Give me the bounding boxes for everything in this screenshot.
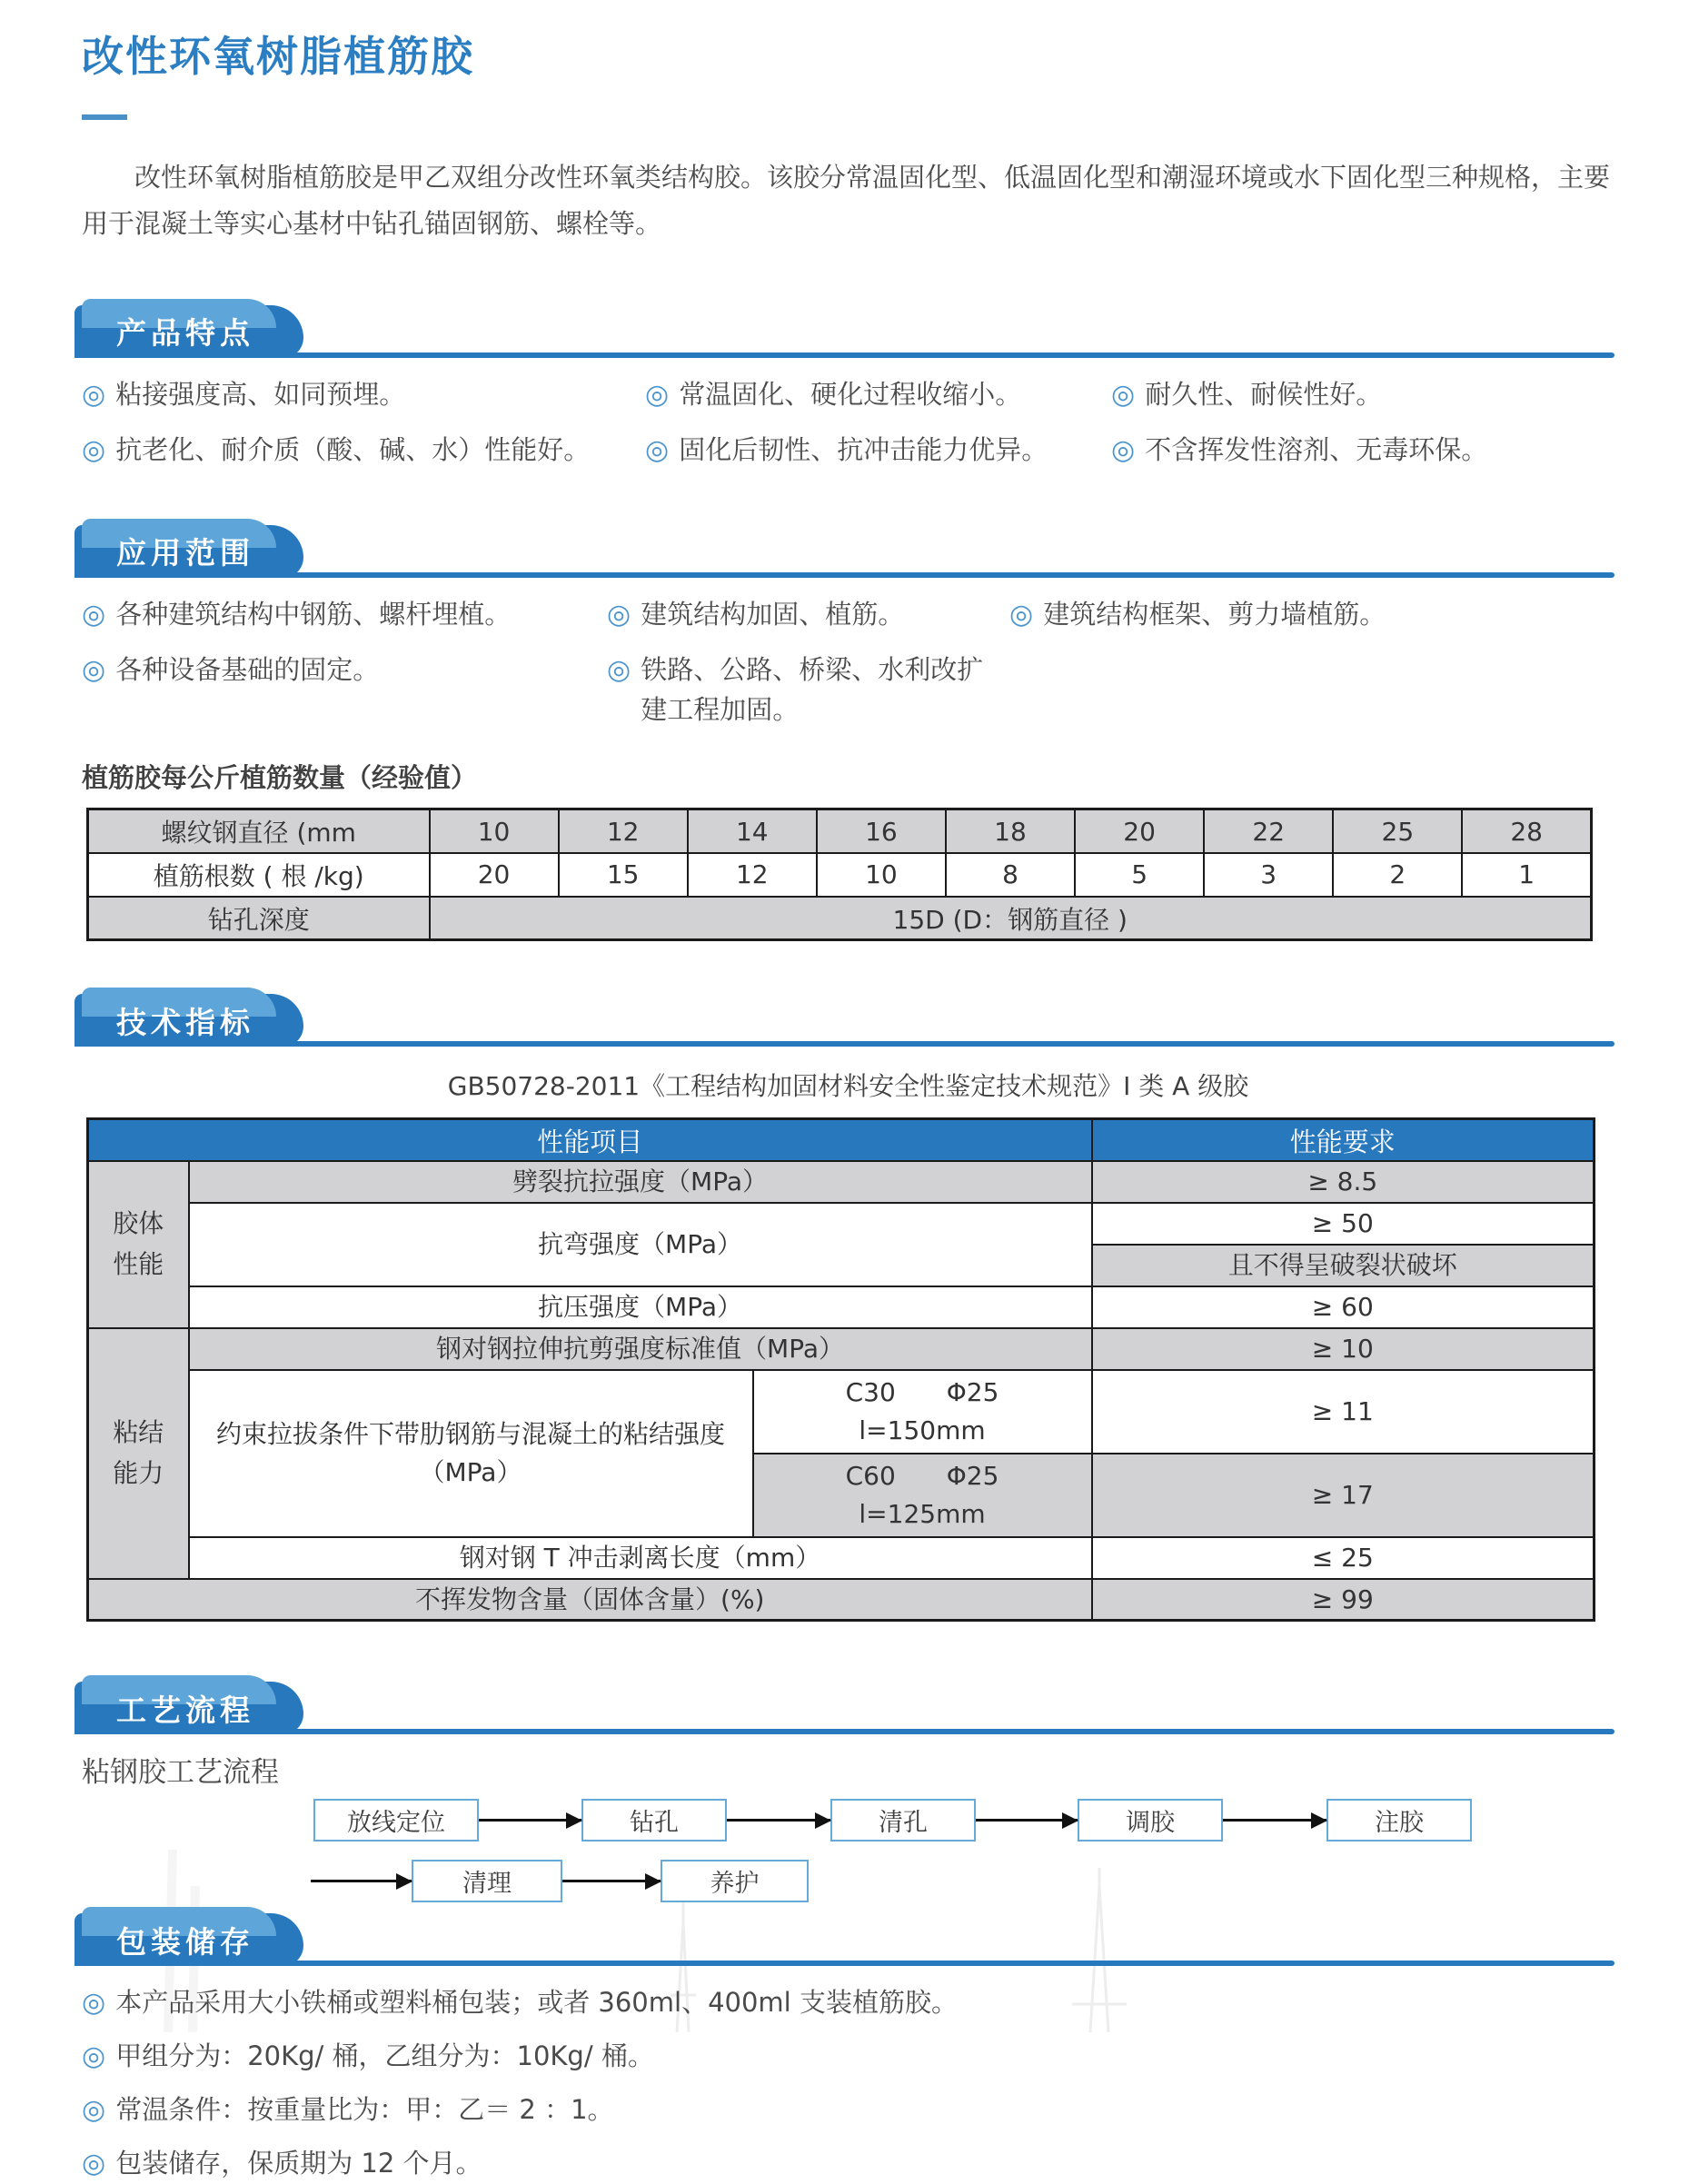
- bullet-ring-icon: ◎: [82, 653, 106, 686]
- spec-req-cell: ≥ 11: [1092, 1370, 1595, 1454]
- table-cell: 20: [1075, 809, 1204, 853]
- section-header-packaging: [75, 1908, 1614, 1966]
- table-cell: 12: [559, 809, 688, 853]
- title-accent-dash: [82, 114, 127, 120]
- section-badge-process: 工艺流程: [75, 1682, 303, 1734]
- list-item: [82, 2036, 1614, 2077]
- document-page: [0, 24, 1689, 2184]
- spec-req-cell: ≥ 17: [1092, 1454, 1595, 1537]
- list-item-text: 抗老化、耐介质（酸、碱、水）性能好。: [115, 433, 591, 465]
- list-item: [82, 2143, 1614, 2184]
- list-item-text: 粘接强度高、如同预埋。: [115, 378, 406, 410]
- arrow-right-icon: [1223, 1819, 1326, 1822]
- table-row: [88, 1286, 1595, 1328]
- arrow-right-icon: [562, 1880, 661, 1882]
- column-header-item: 性能项目: [88, 1119, 1092, 1161]
- spec-req-cell: ≥ 99: [1092, 1579, 1595, 1621]
- list-item-text: 铁路、公路、桥梁、水利改扩建工程加固。: [641, 653, 984, 726]
- bond-label-line1: 约束拉拔条件下带肋钢筋与混凝土的粘结强度: [215, 1418, 725, 1449]
- section-underline: [75, 1729, 1614, 1734]
- bullet-ring-icon: ◎: [607, 653, 631, 686]
- bond-condition-cell: [753, 1454, 1092, 1537]
- spec-item-cell: 抗压强度（MPa）: [189, 1286, 1092, 1328]
- section-badge-applications: 应用范围: [75, 525, 303, 578]
- bullet-ring-icon: ◎: [607, 598, 631, 630]
- bullet-ring-icon: ◎: [1009, 598, 1034, 630]
- section-underline: [75, 1961, 1614, 1966]
- table-cell: 16: [817, 809, 946, 853]
- section-badge-packaging: 包装储存: [75, 1913, 303, 1966]
- rebar-table-title: 植筋胶每公斤植筋数量（经验值）: [82, 762, 478, 794]
- table-row: [88, 853, 1592, 897]
- list-item-text: 常温固化、硬化过程收缩小。: [679, 378, 1022, 410]
- rebar-count-table: [86, 808, 1593, 941]
- spec-item-cell: 钢对钢拉伸抗剪强度标准值（MPa）: [189, 1328, 1092, 1370]
- list-item: [82, 2090, 1614, 2130]
- section-header-applications: [75, 520, 1614, 578]
- list-item: [82, 594, 607, 635]
- table-cell: 22: [1204, 809, 1333, 853]
- process-subtitle: 粘钢胶工艺流程: [82, 1756, 279, 1790]
- list-item: [82, 650, 607, 731]
- table-row: [88, 1161, 1595, 1203]
- section-header-specs: [75, 988, 1614, 1047]
- applications-list: [82, 594, 1614, 731]
- list-item-text: 固化后韧性、抗冲击能力优异。: [679, 433, 1048, 465]
- group-label-cell: [88, 1328, 189, 1579]
- table-header-row: [88, 1119, 1595, 1161]
- list-item: [607, 594, 1009, 635]
- table-row: [88, 1203, 1595, 1245]
- table-cell: 2: [1333, 853, 1462, 897]
- table-cell: 15D (D：钢筋直径 ): [430, 897, 1592, 940]
- bond-c30-spec: C30 Φ25: [845, 1376, 999, 1407]
- group-label-cell: [88, 1161, 189, 1328]
- list-item-text: 建筑结构加固、植筋。: [641, 598, 905, 630]
- flow-step: 清孔: [830, 1799, 976, 1842]
- process-flow-row-2: [311, 1860, 1614, 1902]
- bond-c30-length: l=150mm: [859, 1415, 986, 1445]
- table-row: [88, 1370, 1595, 1454]
- technical-spec-table: [86, 1117, 1595, 1622]
- list-item: [607, 650, 1009, 731]
- bond-label-line2: （MPa）: [419, 1456, 522, 1487]
- section-badge-specs: 技术指标: [75, 994, 303, 1047]
- intro-paragraph: 改性环氧树脂植筋胶是甲乙双组分改性环氧类结构胶。该胶分常温固化型、低温固化型和潮湿环境或水下固化型三种规格，主要用于混凝土等实心基材中钻孔锚固钢筋、螺栓等。: [82, 162, 1611, 239]
- spec-item-cell: 钢对钢 T 冲击剥离长度（mm）: [189, 1537, 1092, 1579]
- table-cell: 25: [1333, 809, 1462, 853]
- arrow-right-icon: [976, 1819, 1078, 1822]
- arrow-right-icon: [311, 1880, 412, 1882]
- list-item: [1009, 594, 1614, 635]
- list-item: [82, 430, 645, 471]
- table-row: [88, 897, 1592, 940]
- bullet-ring-icon: ◎: [82, 433, 106, 466]
- bullet-ring-icon: ◎: [82, 2148, 106, 2180]
- flow-step: 钻孔: [581, 1799, 727, 1842]
- list-item-text: 建筑结构框架、剪力墙植筋。: [1043, 598, 1386, 630]
- list-item: [82, 374, 645, 415]
- flow-step: 注胶: [1326, 1799, 1472, 1842]
- list-item-text: 耐久性、耐候性好。: [1145, 378, 1383, 410]
- page-title: 改性环氧树脂植筋胶: [82, 32, 474, 81]
- bond-c60-length: l=125mm: [859, 1498, 986, 1529]
- group-label: 粘结能力: [113, 1417, 164, 1488]
- spec-req-cell: ≥ 60: [1092, 1286, 1595, 1328]
- list-item-text: 常温条件：按重量比为：甲：乙＝ 2 ：1。: [115, 2094, 614, 2126]
- flow-step: 清理: [412, 1860, 562, 1902]
- bullet-ring-icon: ◎: [645, 378, 670, 411]
- list-item-text: 各种建筑结构中钢筋、螺杆埋植。: [115, 598, 512, 630]
- list-item-text: 包装储存，保质期为 12 个月。: [115, 2148, 482, 2179]
- table-cell: 28: [1462, 809, 1591, 853]
- section-underline: [75, 352, 1614, 358]
- table-row: [88, 809, 1592, 853]
- bullet-ring-icon: ◎: [82, 378, 106, 411]
- spec-req-cell: ≥ 10: [1092, 1328, 1595, 1370]
- spec-item-cell: 抗弯强度（MPa）: [189, 1203, 1092, 1286]
- bullet-ring-icon: ◎: [645, 433, 670, 466]
- column-header-requirement: 性能要求: [1092, 1119, 1595, 1161]
- spec-item-cell: [189, 1370, 753, 1537]
- list-item-text: 不含挥发性溶剂、无毒环保。: [1145, 433, 1488, 465]
- flow-step: 养护: [661, 1860, 809, 1902]
- process-flow-row-1: [313, 1799, 1614, 1842]
- list-item: [1111, 374, 1614, 415]
- bullet-ring-icon: ◎: [82, 2094, 106, 2127]
- spec-req-cell: ≥ 8.5: [1092, 1161, 1595, 1203]
- spec-req-note-cell: 且不得呈破裂状破坏: [1092, 1245, 1595, 1286]
- list-item: [645, 374, 1111, 415]
- table-cell: 5: [1075, 853, 1204, 897]
- table-row: [88, 1537, 1595, 1579]
- table-cell: 3: [1204, 853, 1333, 897]
- table-cell: 12: [688, 853, 817, 897]
- table-cell: 10: [817, 853, 946, 897]
- features-list: [82, 374, 1614, 471]
- spec-req-cell: ≥ 50: [1092, 1203, 1595, 1245]
- section-header-features: [75, 300, 1614, 358]
- row-label-cell: 钻孔深度: [88, 897, 430, 940]
- group-label: 胶体性能: [113, 1208, 164, 1279]
- row-label-cell: 螺纹钢直径 (mm: [88, 809, 430, 853]
- arrow-right-icon: [479, 1819, 581, 1822]
- list-item-text: 甲组分为：20Kg/ 桶，乙组分为：10Kg/ 桶。: [115, 2040, 654, 2072]
- table-cell: 15: [559, 853, 688, 897]
- bullet-ring-icon: ◎: [82, 2040, 106, 2073]
- table-cell: 10: [430, 809, 559, 853]
- table-row: [88, 1579, 1595, 1621]
- arrow-right-icon: [727, 1819, 830, 1822]
- row-label-cell: 植筋根数 ( 根 /kg): [88, 853, 430, 897]
- spec-standard-caption: GB50728-2011《工程结构加固材料安全性鉴定技术规范》I 类 A 级胶: [447, 1071, 1249, 1102]
- table-cell: 8: [946, 853, 1075, 897]
- section-badge-features: 产品特点: [75, 305, 303, 358]
- table-cell: 1: [1462, 853, 1591, 897]
- flow-step: 调胶: [1078, 1799, 1223, 1842]
- spec-req-cell: ≤ 25: [1092, 1537, 1595, 1579]
- bullet-ring-icon: ◎: [1111, 378, 1136, 411]
- table-cell: 18: [946, 809, 1075, 853]
- list-item: [1111, 430, 1614, 471]
- list-item: [645, 430, 1111, 471]
- section-header-process: [75, 1676, 1614, 1734]
- section-underline: [75, 572, 1614, 578]
- bullet-ring-icon: ◎: [1111, 433, 1136, 466]
- bullet-ring-icon: ◎: [82, 598, 106, 630]
- table-cell: 14: [688, 809, 817, 853]
- flow-step: 放线定位: [313, 1799, 479, 1842]
- list-item-text: 本产品采用大小铁桶或塑料桶包装；或者 360ml、400ml 支装植筋胶。: [115, 1987, 958, 2019]
- table-cell: 20: [430, 853, 559, 897]
- spec-item-cell: 劈裂抗拉强度（MPa）: [189, 1161, 1092, 1203]
- spec-item-cell: 不挥发物含量（固体含量）(%): [88, 1579, 1092, 1621]
- bond-condition-cell: [753, 1370, 1092, 1454]
- list-item: [82, 1982, 1614, 2023]
- bond-c60-spec: C60 Φ25: [845, 1460, 999, 1491]
- table-row: [88, 1328, 1595, 1370]
- list-item-text: 各种设备基础的固定。: [115, 653, 380, 685]
- bullet-ring-icon: ◎: [82, 1987, 106, 2020]
- packaging-list: [82, 1982, 1614, 2184]
- section-underline: [75, 1041, 1614, 1047]
